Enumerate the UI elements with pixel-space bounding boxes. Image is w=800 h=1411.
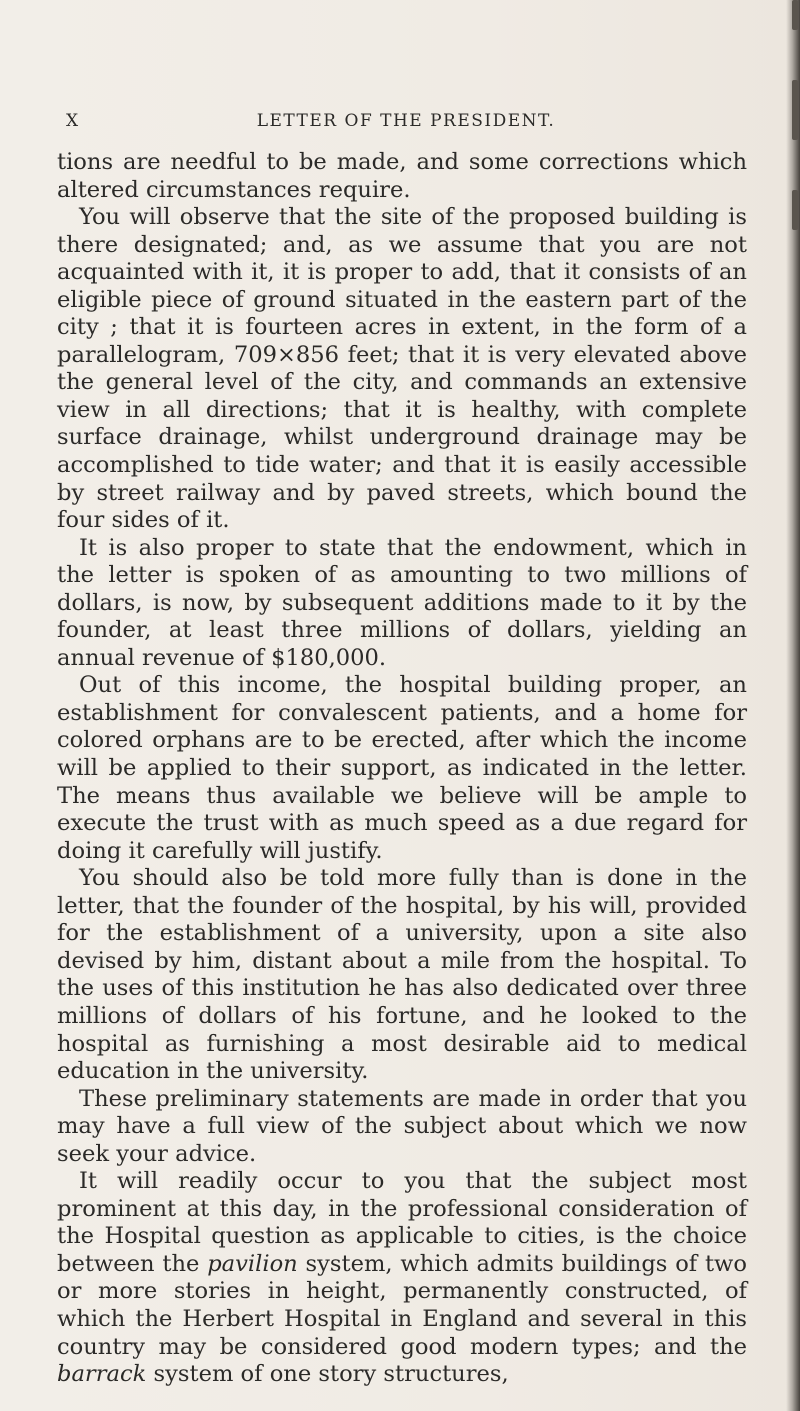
binding-mark	[792, 0, 798, 30]
paragraph	[57, 1168, 747, 1388]
page-number: X	[66, 111, 79, 131]
paragraph: You will observe that the site of the proposed building is there designated; and, as we assume that you are not acquainted with it, it is proper to add, that it consists of an eligible piece of ground situated in the eastern part of the city ; that it is fourteen acres in extent, in the form of a parallelogram, 709×856 feet; that it is very elevated above the general level of the city, and commands an extensive view in all directions; that it is healthy, with complete surface drainage, whilst underground drainage may be accomplished to tide water; and that it is easily accessible by street railway and by paved streets, which bound the four sides of it.	[57, 204, 747, 534]
italic-term: barrack	[57, 1361, 147, 1388]
text-run: system of one story structures,	[146, 1361, 509, 1388]
paragraph: These preliminary statements are made in order that you may have a full view of the subject about which we now seek your advice.	[57, 1085, 747, 1167]
paragraph: It is also proper to state that the endowment, which in the letter is spoken of as amounting to two millions of dollars, is now, by subsequent additions made to it by the founder, at least three millions of dollars, yielding an annual revenue of $180,000.	[57, 534, 747, 671]
italic-term: pavilion	[207, 1250, 298, 1277]
body-text	[57, 149, 747, 1389]
text-run: system, which admits buildings of two or more stories in height, permanently constructed, of which the Herbert Hospital in England and several in this country may be considered good modern types; and the	[57, 1250, 747, 1360]
paragraph: tions are needful to be made, and some corrections which altered circumstances require.	[57, 149, 747, 203]
binding-mark	[792, 190, 798, 230]
text-run: It will readily occur to you that the subject most prominent at this day, in the professional consideration of the Hospital question as applicable to cities, is the choice between the	[57, 1168, 747, 1277]
running-head	[66, 111, 746, 135]
binding-mark	[792, 80, 798, 140]
running-head-title: LETTER OF THE PRESIDENT.	[256, 111, 556, 131]
paragraph: Out of this income, the hospital building proper, an establishment for convalescent patients, and a home for colored orphans are to be erected, after which the income will be applied to their support, as indicated in the letter. The means thus available we believe will be ample to execute the trust with as much speed as a due regard for doing it carefully will justify.	[57, 672, 747, 864]
paragraph: You should also be told more fully than is done in the letter, that the founder of the hospital, by his will, provided for the establishment of a university, upon a site also devised by him, distant about a mile from the hospital. To the uses of this institution he has also dedicated over three millions of dollars of his fortune, and he looked to the hospital as furnishing a most desirable aid to medical education in the university.	[57, 865, 747, 1085]
